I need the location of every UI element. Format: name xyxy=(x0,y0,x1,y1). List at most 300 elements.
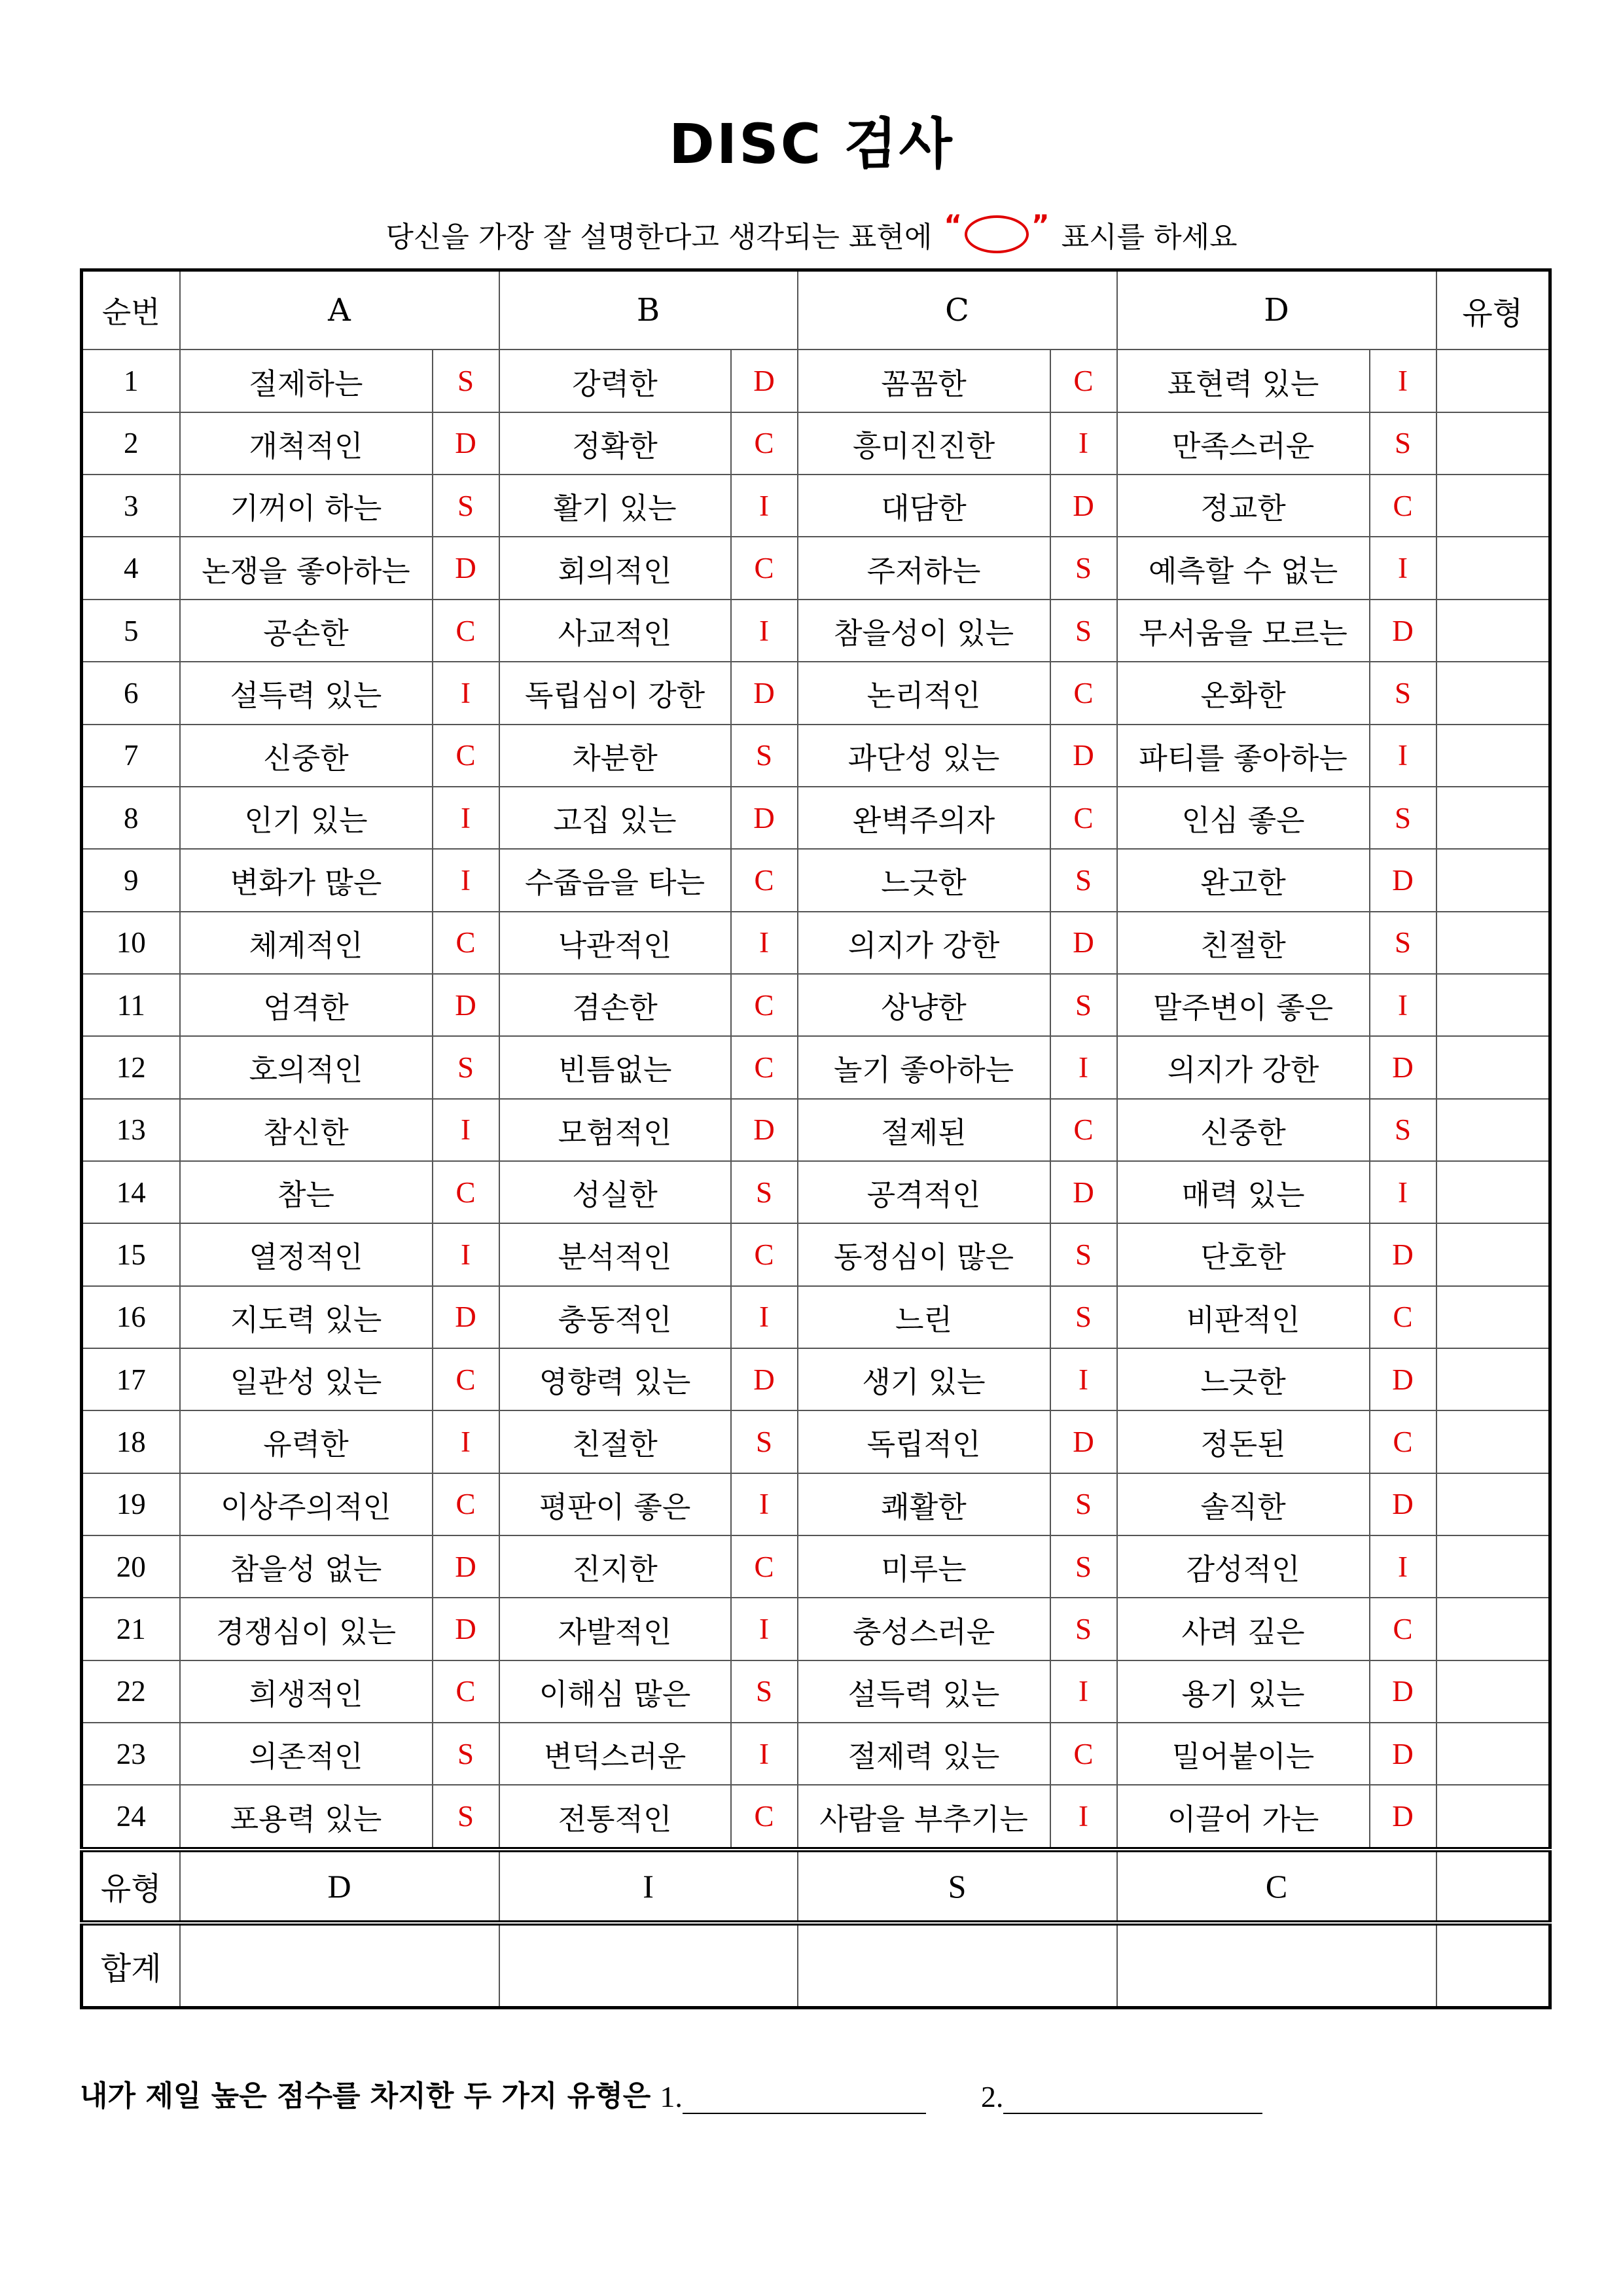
table-row xyxy=(82,1785,1550,1849)
header-column-d: D xyxy=(1117,270,1436,350)
letter-b: I xyxy=(731,475,798,537)
letter-c: C xyxy=(1050,350,1117,412)
row-number: 5 xyxy=(82,600,180,662)
letter-d: S xyxy=(1370,1099,1436,1161)
letter-c: I xyxy=(1050,412,1117,475)
letter-a: D xyxy=(433,1286,499,1348)
word-d[interactable]: 밀어붙이는 xyxy=(1117,1723,1370,1785)
word-d[interactable]: 신중한 xyxy=(1117,1099,1370,1161)
word-a[interactable]: 의존적인 xyxy=(180,1723,433,1785)
sum-cell-blank xyxy=(1436,1923,1550,2007)
word-a[interactable]: 기꺼이 하는 xyxy=(180,475,433,537)
row-type-cell[interactable] xyxy=(1436,600,1550,662)
letter-b: C xyxy=(731,1223,798,1285)
table-row xyxy=(82,787,1550,849)
letter-a: S xyxy=(433,350,499,412)
letter-b: I xyxy=(731,912,798,974)
letter-b: D xyxy=(731,787,798,849)
letter-a: D xyxy=(433,412,499,475)
word-b[interactable]: 변덕스러운 xyxy=(499,1723,731,1785)
word-a[interactable]: 호의적인 xyxy=(180,1036,433,1098)
word-c[interactable]: 참을성이 있는 xyxy=(798,600,1050,662)
word-c[interactable]: 절제력 있는 xyxy=(798,1723,1050,1785)
row-number: 2 xyxy=(82,412,180,475)
word-c[interactable]: 주저하는 xyxy=(798,537,1050,599)
word-d[interactable]: 파티를 좋아하는 xyxy=(1117,725,1370,787)
word-b[interactable]: 친절한 xyxy=(499,1410,731,1473)
letter-c: C xyxy=(1050,662,1117,724)
word-b[interactable]: 빈틈없는 xyxy=(499,1036,731,1098)
row-number: 1 xyxy=(82,350,180,412)
letter-a: C xyxy=(433,1348,499,1410)
row-type-cell[interactable] xyxy=(1436,912,1550,974)
letter-c: C xyxy=(1050,1099,1117,1161)
letter-b: I xyxy=(731,1473,798,1535)
letter-a: S xyxy=(433,475,499,537)
word-c[interactable]: 사람을 부추기는 xyxy=(798,1785,1050,1849)
letter-d: D xyxy=(1370,1723,1436,1785)
letter-d: S xyxy=(1370,412,1436,475)
row-number: 9 xyxy=(82,849,180,911)
letter-c: S xyxy=(1050,600,1117,662)
sum-cell-c[interactable] xyxy=(1117,1923,1436,2007)
row-type-cell[interactable] xyxy=(1436,1161,1550,1223)
word-b[interactable]: 활기 있는 xyxy=(499,475,731,537)
letter-c: S xyxy=(1050,849,1117,911)
letter-d: S xyxy=(1370,662,1436,724)
word-b[interactable]: 영향력 있는 xyxy=(499,1348,731,1410)
table-row xyxy=(82,1286,1550,1348)
word-b[interactable]: 고집 있는 xyxy=(499,787,731,849)
letter-a: I xyxy=(433,1223,499,1285)
word-b[interactable]: 성실한 xyxy=(499,1161,731,1223)
letter-a: I xyxy=(433,662,499,724)
row-number: 22 xyxy=(82,1660,180,1723)
row-number: 13 xyxy=(82,1099,180,1161)
letter-a: D xyxy=(433,1598,499,1660)
word-d[interactable]: 말주변이 좋은 xyxy=(1117,974,1370,1036)
word-c[interactable]: 흥미진진한 xyxy=(798,412,1050,475)
word-d[interactable]: 표현력 있는 xyxy=(1117,350,1370,412)
word-a[interactable]: 참는 xyxy=(180,1161,433,1223)
page-title: DISC 검사 xyxy=(669,112,954,176)
word-a[interactable]: 유력한 xyxy=(180,1410,433,1473)
letter-b: S xyxy=(731,725,798,787)
type-row-label: 유형 xyxy=(82,1850,180,1923)
word-a[interactable]: 지도력 있는 xyxy=(180,1286,433,1348)
word-d[interactable]: 매력 있는 xyxy=(1117,1161,1370,1223)
word-a[interactable]: 일관성 있는 xyxy=(180,1348,433,1410)
letter-d: I xyxy=(1370,350,1436,412)
word-c[interactable]: 느긋한 xyxy=(798,849,1050,911)
letter-c: S xyxy=(1050,537,1117,599)
word-c[interactable]: 완벽주의자 xyxy=(798,787,1050,849)
letter-c: I xyxy=(1050,1348,1117,1410)
word-b[interactable]: 낙관적인 xyxy=(499,912,731,974)
letter-c: C xyxy=(1050,1723,1117,1785)
word-a[interactable]: 참신한 xyxy=(180,1099,433,1161)
letter-c: D xyxy=(1050,1410,1117,1473)
word-b[interactable]: 충동적인 xyxy=(499,1286,731,1348)
word-c[interactable]: 충성스러운 xyxy=(798,1598,1050,1660)
letter-d: I xyxy=(1370,1161,1436,1223)
row-type-cell[interactable] xyxy=(1436,662,1550,724)
header-column-c: C xyxy=(798,270,1117,350)
letter-c: S xyxy=(1050,974,1117,1036)
letter-d: I xyxy=(1370,1535,1436,1598)
word-a[interactable]: 희생적인 xyxy=(180,1660,433,1723)
letter-c: S xyxy=(1050,1473,1117,1535)
row-number: 6 xyxy=(82,662,180,724)
open-quote-mark: “ xyxy=(944,209,962,241)
table-row xyxy=(82,1036,1550,1098)
word-a[interactable]: 포용력 있는 xyxy=(180,1785,433,1849)
row-number: 16 xyxy=(82,1286,180,1348)
word-d[interactable]: 솔직한 xyxy=(1117,1473,1370,1535)
word-d[interactable]: 비판적인 xyxy=(1117,1286,1370,1348)
letter-b: C xyxy=(731,974,798,1036)
letter-c: S xyxy=(1050,1223,1117,1285)
sum-row-label: 합계 xyxy=(82,1923,180,2007)
row-number: 21 xyxy=(82,1598,180,1660)
letter-b: C xyxy=(731,1036,798,1098)
word-d[interactable]: 무서움을 모르는 xyxy=(1117,600,1370,662)
word-d[interactable]: 정교한 xyxy=(1117,475,1370,537)
letter-a: D xyxy=(433,537,499,599)
letter-d: D xyxy=(1370,1223,1436,1285)
red-circle-icon xyxy=(965,215,1029,253)
row-number: 14 xyxy=(82,1161,180,1223)
letter-c: S xyxy=(1050,1598,1117,1660)
letter-c: D xyxy=(1050,725,1117,787)
circle-mark-sample xyxy=(944,209,1050,253)
row-type-cell[interactable] xyxy=(1436,475,1550,537)
disc-table xyxy=(80,268,1552,2009)
word-b[interactable]: 사교적인 xyxy=(499,600,731,662)
word-d[interactable]: 의지가 강한 xyxy=(1117,1036,1370,1098)
answer-text: 내가 제일 높은 점수를 차지한 두 가지 유형은 xyxy=(80,2079,651,2113)
letter-d: D xyxy=(1370,1660,1436,1723)
letter-b: S xyxy=(731,1410,798,1473)
row-number: 17 xyxy=(82,1348,180,1410)
row-type-cell[interactable] xyxy=(1436,537,1550,599)
letter-d: C xyxy=(1370,1410,1436,1473)
answer-line xyxy=(80,2068,1548,2114)
table-row xyxy=(82,849,1550,911)
table-header-row xyxy=(82,270,1550,350)
answer-first-blank[interactable] xyxy=(683,2083,926,2114)
row-type-cell[interactable] xyxy=(1436,974,1550,1036)
type-summary-row xyxy=(82,1850,1550,1923)
letter-d: C xyxy=(1370,1598,1436,1660)
letter-b: I xyxy=(731,1723,798,1785)
table-row xyxy=(82,350,1550,412)
letter-b: D xyxy=(731,350,798,412)
word-a[interactable]: 인기 있는 xyxy=(180,787,433,849)
row-type-cell[interactable] xyxy=(1436,725,1550,787)
row-type-cell[interactable] xyxy=(1436,787,1550,849)
row-number: 8 xyxy=(82,787,180,849)
letter-a: D xyxy=(433,1535,499,1598)
letter-a: I xyxy=(433,787,499,849)
word-c[interactable]: 논리적인 xyxy=(798,662,1050,724)
row-number: 11 xyxy=(82,974,180,1036)
word-c[interactable]: 쾌활한 xyxy=(798,1473,1050,1535)
word-a[interactable]: 논쟁을 좋아하는 xyxy=(180,537,433,599)
letter-c: I xyxy=(1050,1036,1117,1098)
letter-c: I xyxy=(1050,1660,1117,1723)
table-row xyxy=(82,1348,1550,1410)
table-row xyxy=(82,1660,1550,1723)
word-c[interactable]: 상냥한 xyxy=(798,974,1050,1036)
word-a[interactable]: 열정적인 xyxy=(180,1223,433,1285)
letter-a: C xyxy=(433,1161,499,1223)
letter-a: C xyxy=(433,600,499,662)
letter-b: I xyxy=(731,1286,798,1348)
table-row xyxy=(82,1535,1550,1598)
word-d[interactable]: 용기 있는 xyxy=(1117,1660,1370,1723)
type-letter-d: C xyxy=(1117,1850,1436,1923)
letter-d: C xyxy=(1370,1286,1436,1348)
answer-first-number: 1. xyxy=(660,2080,683,2113)
letter-b: S xyxy=(731,1161,798,1223)
letter-a: C xyxy=(433,912,499,974)
type-letter-a: D xyxy=(180,1850,499,1923)
header-number: 순번 xyxy=(82,270,180,350)
sum-row xyxy=(82,1923,1550,2007)
letter-b: I xyxy=(731,1598,798,1660)
letter-b: C xyxy=(731,537,798,599)
row-type-cell[interactable] xyxy=(1436,1099,1550,1161)
word-d[interactable]: 예측할 수 없는 xyxy=(1117,537,1370,599)
table-row xyxy=(82,1723,1550,1785)
word-b[interactable]: 겸손한 xyxy=(499,974,731,1036)
letter-c: D xyxy=(1050,1161,1117,1223)
word-b[interactable]: 전통적인 xyxy=(499,1785,731,1849)
row-type-cell[interactable] xyxy=(1436,1410,1550,1473)
word-b[interactable]: 이해심 많은 xyxy=(499,1660,731,1723)
letter-c: S xyxy=(1050,1286,1117,1348)
row-number: 19 xyxy=(82,1473,180,1535)
letter-c: D xyxy=(1050,475,1117,537)
word-b[interactable]: 수줍음을 타는 xyxy=(499,849,731,911)
word-c[interactable]: 동정심이 많은 xyxy=(798,1223,1050,1285)
table-row xyxy=(82,1473,1550,1535)
letter-d: S xyxy=(1370,912,1436,974)
answer-second-number: 2. xyxy=(980,2080,1004,2113)
type-letter-b: I xyxy=(499,1850,798,1923)
word-b[interactable]: 진지한 xyxy=(499,1535,731,1598)
word-d[interactable]: 온화한 xyxy=(1117,662,1370,724)
word-d[interactable]: 감성적인 xyxy=(1117,1535,1370,1598)
letter-a: S xyxy=(433,1723,499,1785)
word-d[interactable]: 이끌어 가는 xyxy=(1117,1785,1370,1849)
word-b[interactable]: 모험적인 xyxy=(499,1099,731,1161)
letter-c: C xyxy=(1050,787,1117,849)
row-type-cell[interactable] xyxy=(1436,1348,1550,1410)
word-c[interactable]: 꼼꼼한 xyxy=(798,350,1050,412)
word-b[interactable]: 자발적인 xyxy=(499,1598,731,1660)
table-row xyxy=(82,1598,1550,1660)
word-a[interactable]: 절제하는 xyxy=(180,350,433,412)
word-d[interactable]: 만족스러운 xyxy=(1117,412,1370,475)
word-c[interactable]: 미루는 xyxy=(798,1535,1050,1598)
letter-c: D xyxy=(1050,912,1117,974)
letter-a: C xyxy=(433,1660,499,1723)
word-c[interactable]: 설득력 있는 xyxy=(798,1660,1050,1723)
table-row xyxy=(82,912,1550,974)
word-b[interactable]: 강력한 xyxy=(499,350,731,412)
table-row xyxy=(82,1099,1550,1161)
table-row xyxy=(82,725,1550,787)
letter-d: D xyxy=(1370,849,1436,911)
word-b[interactable]: 정확한 xyxy=(499,412,731,475)
letter-d: D xyxy=(1370,1348,1436,1410)
word-c[interactable]: 의지가 강한 xyxy=(798,912,1050,974)
word-c[interactable]: 독립적인 xyxy=(798,1410,1050,1473)
row-number: 7 xyxy=(82,725,180,787)
header-column-a: A xyxy=(180,270,499,350)
letter-a: S xyxy=(433,1036,499,1098)
word-d[interactable]: 인심 좋은 xyxy=(1117,787,1370,849)
row-number: 15 xyxy=(82,1223,180,1285)
type-row-blank xyxy=(1436,1850,1550,1923)
answer-second-blank[interactable] xyxy=(1003,2083,1262,2114)
word-d[interactable]: 느긋한 xyxy=(1117,1348,1370,1410)
letter-a: S xyxy=(433,1785,499,1849)
word-c[interactable]: 느린 xyxy=(798,1286,1050,1348)
word-a[interactable]: 체계적인 xyxy=(180,912,433,974)
row-number: 4 xyxy=(82,537,180,599)
word-b[interactable]: 회의적인 xyxy=(499,537,731,599)
close-quote-mark: ” xyxy=(1031,209,1050,241)
sum-cell-s[interactable] xyxy=(798,1923,1117,2007)
word-a[interactable]: 설득력 있는 xyxy=(180,662,433,724)
row-type-cell[interactable] xyxy=(1436,412,1550,475)
table-row xyxy=(82,537,1550,599)
word-a[interactable]: 개척적인 xyxy=(180,412,433,475)
word-a[interactable]: 변화가 많은 xyxy=(180,849,433,911)
table-row xyxy=(82,1223,1550,1285)
row-number: 12 xyxy=(82,1036,180,1098)
word-c[interactable]: 과단성 있는 xyxy=(798,725,1050,787)
letter-d: I xyxy=(1370,537,1436,599)
letter-b: D xyxy=(731,1348,798,1410)
word-d[interactable]: 친절한 xyxy=(1117,912,1370,974)
word-b[interactable]: 차분한 xyxy=(499,725,731,787)
word-a[interactable]: 신중한 xyxy=(180,725,433,787)
letter-d: C xyxy=(1370,475,1436,537)
row-number: 23 xyxy=(82,1723,180,1785)
row-type-cell[interactable] xyxy=(1436,1223,1550,1285)
word-a[interactable]: 경쟁심이 있는 xyxy=(180,1598,433,1660)
word-d[interactable]: 단호한 xyxy=(1117,1223,1370,1285)
letter-d: D xyxy=(1370,1036,1436,1098)
row-number: 3 xyxy=(82,475,180,537)
letter-b: C xyxy=(731,1535,798,1598)
letter-b: D xyxy=(731,1099,798,1161)
word-a[interactable]: 이상주의적인 xyxy=(180,1473,433,1535)
word-d[interactable]: 사려 깊은 xyxy=(1117,1598,1370,1660)
word-b[interactable]: 분석적인 xyxy=(499,1223,731,1285)
letter-d: S xyxy=(1370,787,1436,849)
row-number: 18 xyxy=(82,1410,180,1473)
row-type-cell[interactable] xyxy=(1436,1785,1550,1849)
instruction-line xyxy=(0,208,1623,260)
word-c[interactable]: 놀기 좋아하는 xyxy=(798,1036,1050,1098)
table-row xyxy=(82,1410,1550,1473)
table-row xyxy=(82,600,1550,662)
letter-d: D xyxy=(1370,600,1436,662)
letter-b: D xyxy=(731,662,798,724)
letter-d: I xyxy=(1370,725,1436,787)
instruction-text-before: 당신을 가장 잘 설명한다고 생각되는 표현에 xyxy=(385,221,933,254)
word-a[interactable]: 참을성 없는 xyxy=(180,1535,433,1598)
row-number: 10 xyxy=(82,912,180,974)
header-type: 유형 xyxy=(1436,270,1550,350)
table-row xyxy=(82,662,1550,724)
word-c[interactable]: 대담한 xyxy=(798,475,1050,537)
row-type-cell[interactable] xyxy=(1436,1535,1550,1598)
word-d[interactable]: 정돈된 xyxy=(1117,1410,1370,1473)
table-row xyxy=(82,1161,1550,1223)
row-type-cell[interactable] xyxy=(1436,350,1550,412)
row-type-cell[interactable] xyxy=(1436,1286,1550,1348)
letter-d: D xyxy=(1370,1785,1436,1849)
word-b[interactable]: 독립심이 강한 xyxy=(499,662,731,724)
row-number: 24 xyxy=(82,1785,180,1849)
header-column-b: B xyxy=(499,270,798,350)
letter-a: D xyxy=(433,974,499,1036)
table-row xyxy=(82,475,1550,537)
letter-d: D xyxy=(1370,1473,1436,1535)
row-type-cell[interactable] xyxy=(1436,849,1550,911)
word-d[interactable]: 완고한 xyxy=(1117,849,1370,911)
letter-a: I xyxy=(433,1410,499,1473)
letter-d: I xyxy=(1370,974,1436,1036)
letter-a: I xyxy=(433,849,499,911)
letter-b: S xyxy=(731,1660,798,1723)
word-b[interactable]: 평판이 좋은 xyxy=(499,1473,731,1535)
letter-c: S xyxy=(1050,1535,1117,1598)
letter-b: C xyxy=(731,849,798,911)
type-letter-c: S xyxy=(798,1850,1117,1923)
table-row xyxy=(82,974,1550,1036)
letter-b: C xyxy=(731,412,798,475)
sum-cell-i[interactable] xyxy=(499,1923,798,2007)
letter-c: I xyxy=(1050,1785,1117,1849)
row-type-cell[interactable] xyxy=(1436,1473,1550,1535)
letter-b: C xyxy=(731,1785,798,1849)
row-type-cell[interactable] xyxy=(1436,1036,1550,1098)
row-type-cell[interactable] xyxy=(1436,1598,1550,1660)
instruction-text-after: 표시를 하세요 xyxy=(1061,221,1238,254)
letter-a: I xyxy=(433,1099,499,1161)
table-row xyxy=(82,412,1550,475)
letter-b: I xyxy=(731,600,798,662)
letter-a: C xyxy=(433,1473,499,1535)
word-c[interactable]: 공격적인 xyxy=(798,1161,1050,1223)
letter-a: C xyxy=(433,725,499,787)
sum-cell-d[interactable] xyxy=(180,1923,499,2007)
word-c[interactable]: 절제된 xyxy=(798,1099,1050,1161)
row-number: 20 xyxy=(82,1535,180,1598)
word-c[interactable]: 생기 있는 xyxy=(798,1348,1050,1410)
row-type-cell[interactable] xyxy=(1436,1660,1550,1723)
word-a[interactable]: 공손한 xyxy=(180,600,433,662)
word-a[interactable]: 엄격한 xyxy=(180,974,433,1036)
row-type-cell[interactable] xyxy=(1436,1723,1550,1785)
